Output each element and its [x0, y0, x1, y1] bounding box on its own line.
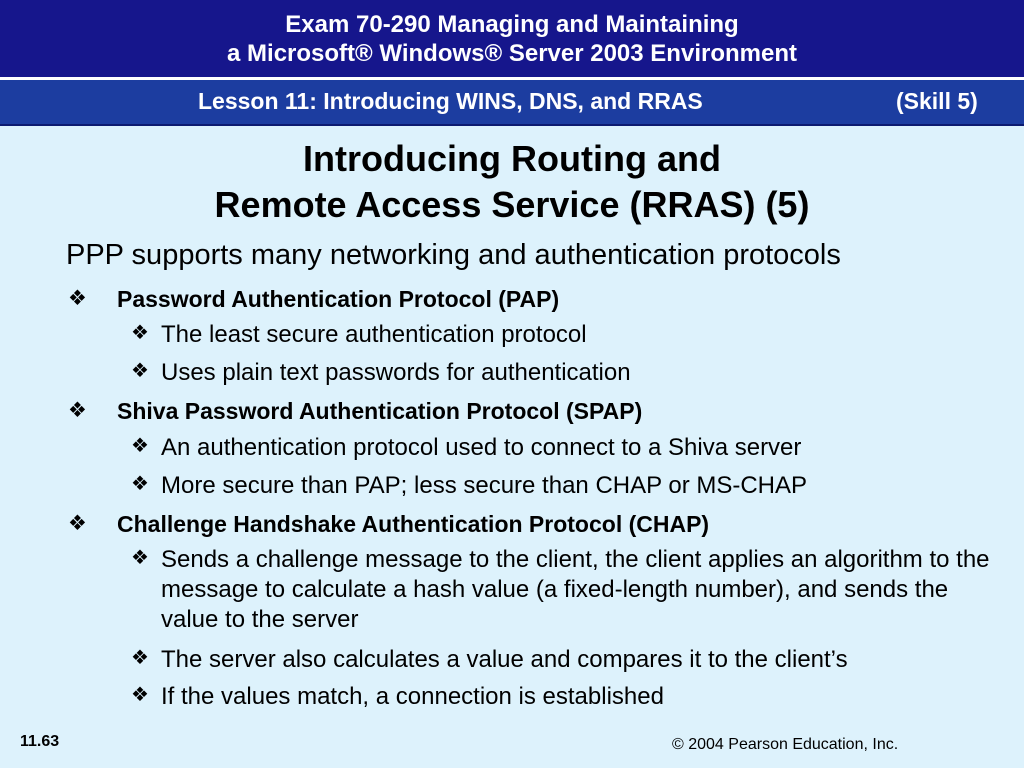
- copyright-notice: © 2004 Pearson Education, Inc.: [672, 736, 899, 753]
- sub-bullet-text: The least secure authentication protocol: [161, 321, 587, 348]
- exam-title-line1: Exam 70-290 Managing and Maintaining: [285, 11, 739, 38]
- lesson-title: Lesson 11: Introducing WINS, DNS, and RRAS: [198, 88, 703, 114]
- sub-bullet-text: An authentication protocol used to connect to a Shiva server: [161, 434, 802, 461]
- bullet-label: Challenge Handshake Authentication Protocol (CHAP): [117, 511, 710, 537]
- sub-bullet-text: Uses plain text passwords for authentication: [161, 359, 631, 386]
- diamond-bullet-icon: ❖: [131, 473, 149, 495]
- header-title-bar: [0, 0, 1024, 77]
- diamond-bullet-icon: ❖: [131, 322, 149, 344]
- slide-title-line2: Remote Access Service (RRAS) (5): [214, 184, 810, 225]
- diamond-bullet-icon: ❖: [68, 512, 87, 535]
- sub-bullet-text: Sends a challenge message to the client, the client applies an algorithm to the message to calculate a hash value (a fixed-length number), and sends the value to the server: [161, 546, 990, 633]
- diamond-bullet-icon: ❖: [131, 647, 149, 669]
- sub-bullet-text: More secure than PAP; less secure than CHAP or MS-CHAP: [161, 472, 808, 499]
- slide-title-line1: Introducing Routing and: [303, 138, 721, 179]
- diamond-bullet-icon: ❖: [68, 287, 87, 310]
- sub-bullet-text: The server also calculates a value and compares it to the client’s: [161, 646, 848, 673]
- bullet-label: Password Authentication Protocol (PAP): [117, 286, 560, 312]
- slide-title: [0, 136, 1024, 228]
- diamond-bullet-icon: ❖: [131, 684, 149, 706]
- diamond-bullet-icon: ❖: [68, 399, 87, 422]
- exam-title-line2: a Microsoft® Windows® Server 2003 Environment: [227, 40, 797, 67]
- skill-label: (Skill 5): [896, 88, 978, 114]
- lesson-bar: [0, 80, 1024, 124]
- diamond-bullet-icon: ❖: [131, 547, 149, 569]
- bullet-label: Shiva Password Authentication Protocol (SPAP): [117, 398, 643, 424]
- slide-number: 11.63: [20, 733, 60, 750]
- sub-bullet-text: If the values match, a connection is established: [161, 683, 664, 710]
- diamond-bullet-icon: ❖: [131, 360, 149, 382]
- diamond-bullet-icon: ❖: [131, 435, 149, 457]
- header-rule: [0, 124, 1024, 126]
- intro-text: PPP supports many networking and authentication protocols: [66, 239, 841, 271]
